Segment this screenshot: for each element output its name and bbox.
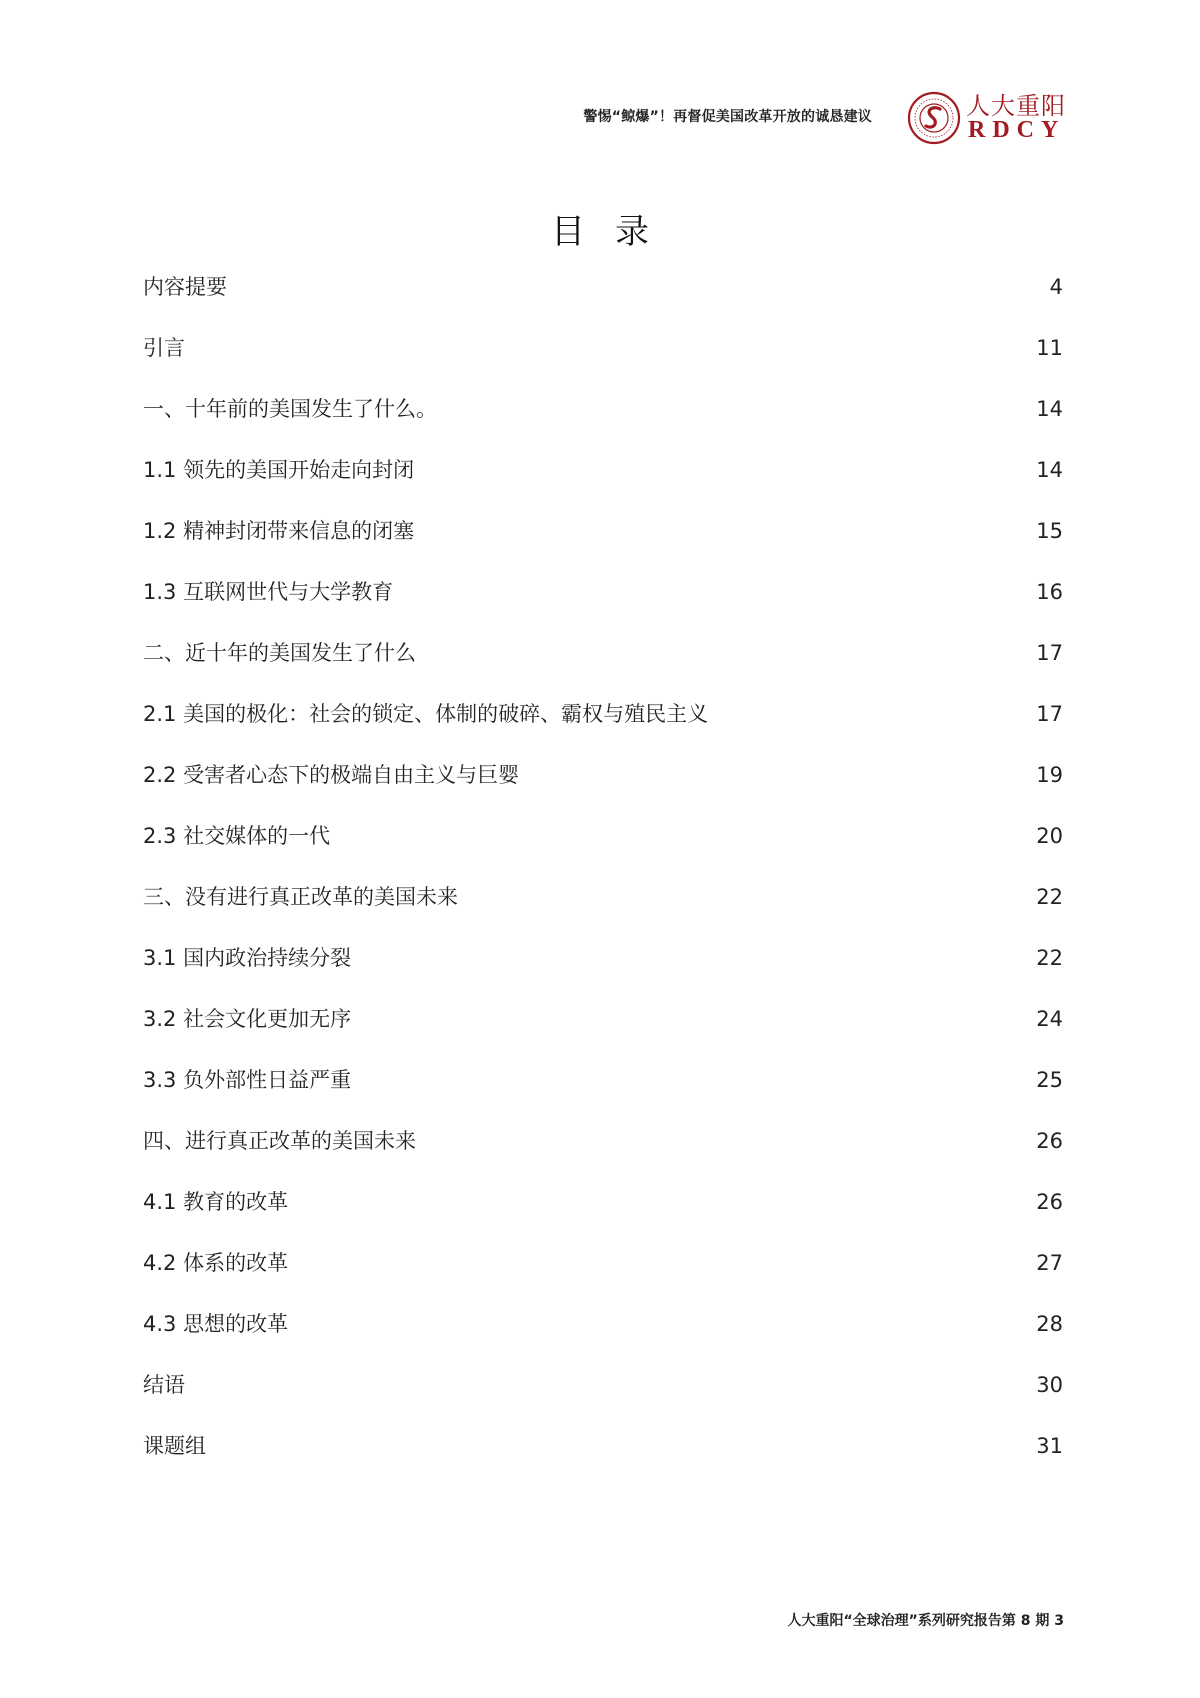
- toc-entry-label[interactable]: 引言: [143, 336, 185, 360]
- page-footer: 人大重阳“全球治理”系列研究报告第 8 期 3: [787, 1613, 1064, 1629]
- table-of-contents: [143, 274, 1063, 1494]
- toc-entry-label[interactable]: 课题组: [143, 1434, 206, 1458]
- toc-entry[interactable]: [143, 945, 1063, 1006]
- toc-entry-page: 31: [1036, 1434, 1063, 1458]
- toc-entry-label[interactable]: 2.1 美国的极化：社会的锁定、体制的破碎、霸权与殖民主义: [143, 702, 709, 726]
- toc-entry[interactable]: [143, 518, 1063, 579]
- toc-entry-page: 19: [1036, 763, 1063, 787]
- toc-entry[interactable]: [143, 1372, 1063, 1433]
- logo-english-text: RDCY: [968, 117, 1066, 143]
- toc-entry-page: 17: [1036, 702, 1063, 726]
- toc-entry-page: 4: [1049, 275, 1063, 299]
- toc-entry-page: 16: [1036, 580, 1063, 604]
- toc-entry[interactable]: [143, 762, 1063, 823]
- toc-entry[interactable]: [143, 1006, 1063, 1067]
- toc-entry-page: 30: [1036, 1373, 1063, 1397]
- toc-entry-label[interactable]: 四、进行真正改革的美国未来: [143, 1129, 416, 1153]
- toc-entry[interactable]: [143, 640, 1063, 701]
- toc-entry-page: 14: [1036, 397, 1063, 421]
- toc-entry[interactable]: [143, 396, 1063, 457]
- rdcy-seal-icon: [906, 90, 962, 146]
- toc-entry-label[interactable]: 1.1 领先的美国开始走向封闭: [143, 458, 415, 482]
- toc-entry-label[interactable]: 1.3 互联网世代与大学教育: [143, 580, 394, 604]
- toc-entry-label[interactable]: 2.3 社交媒体的一代: [143, 824, 331, 848]
- toc-entry-page: 28: [1036, 1312, 1063, 1336]
- toc-entry[interactable]: [143, 1311, 1063, 1372]
- toc-entry[interactable]: [143, 884, 1063, 945]
- logo-chinese-text: 人大重阳: [966, 92, 1066, 120]
- report-title: 警惕“鲸爆”！再督促美国改革开放的诚恳建议: [583, 109, 872, 125]
- toc-entry[interactable]: [143, 274, 1063, 335]
- toc-entry-label[interactable]: 4.2 体系的改革: [143, 1251, 289, 1275]
- toc-entry-label[interactable]: 1.2 精神封闭带来信息的闭塞: [143, 519, 415, 543]
- toc-entry-label[interactable]: 2.2 受害者心态下的极端自由主义与巨婴: [143, 763, 520, 787]
- toc-entry-page: 22: [1036, 885, 1063, 909]
- toc-entry-label[interactable]: 二、近十年的美国发生了什么: [143, 641, 416, 665]
- toc-heading: 目录: [551, 212, 679, 252]
- toc-entry-label[interactable]: 结语: [143, 1373, 185, 1397]
- toc-entry[interactable]: [143, 1433, 1063, 1494]
- toc-entry[interactable]: [143, 1250, 1063, 1311]
- toc-entry[interactable]: [143, 1189, 1063, 1250]
- toc-entry-label[interactable]: 内容提要: [143, 275, 227, 299]
- toc-entry-page: 11: [1036, 336, 1063, 360]
- page-header: [0, 84, 1200, 164]
- toc-entry-page: 17: [1036, 641, 1063, 665]
- toc-entry-page: 27: [1036, 1251, 1063, 1275]
- toc-entry[interactable]: [143, 457, 1063, 518]
- toc-entry-label[interactable]: 三、没有进行真正改革的美国未来: [143, 885, 458, 909]
- toc-entry[interactable]: [143, 701, 1063, 762]
- toc-entry-label[interactable]: 一、十年前的美国发生了什么。: [143, 397, 437, 421]
- toc-entry-page: 25: [1036, 1068, 1063, 1092]
- toc-entry[interactable]: [143, 823, 1063, 884]
- toc-entry-page: 24: [1036, 1007, 1063, 1031]
- toc-entry-label[interactable]: 3.3 负外部性日益严重: [143, 1068, 352, 1092]
- rdcy-logo: [906, 88, 1066, 148]
- toc-entry[interactable]: [143, 1067, 1063, 1128]
- toc-entry-label[interactable]: 4.3 思想的改革: [143, 1312, 289, 1336]
- toc-entry-page: 14: [1036, 458, 1063, 482]
- toc-entry-page: 15: [1036, 519, 1063, 543]
- toc-entry-page: 26: [1036, 1129, 1063, 1153]
- toc-entry-label[interactable]: 3.1 国内政治持续分裂: [143, 946, 352, 970]
- toc-entry-page: 22: [1036, 946, 1063, 970]
- toc-entry[interactable]: [143, 335, 1063, 396]
- toc-entry[interactable]: [143, 1128, 1063, 1189]
- toc-entry[interactable]: [143, 579, 1063, 640]
- toc-entry-label[interactable]: 3.2 社会文化更加无序: [143, 1007, 352, 1031]
- toc-entry-page: 26: [1036, 1190, 1063, 1214]
- toc-entry-page: 20: [1036, 824, 1063, 848]
- toc-entry-label[interactable]: 4.1 教育的改革: [143, 1190, 289, 1214]
